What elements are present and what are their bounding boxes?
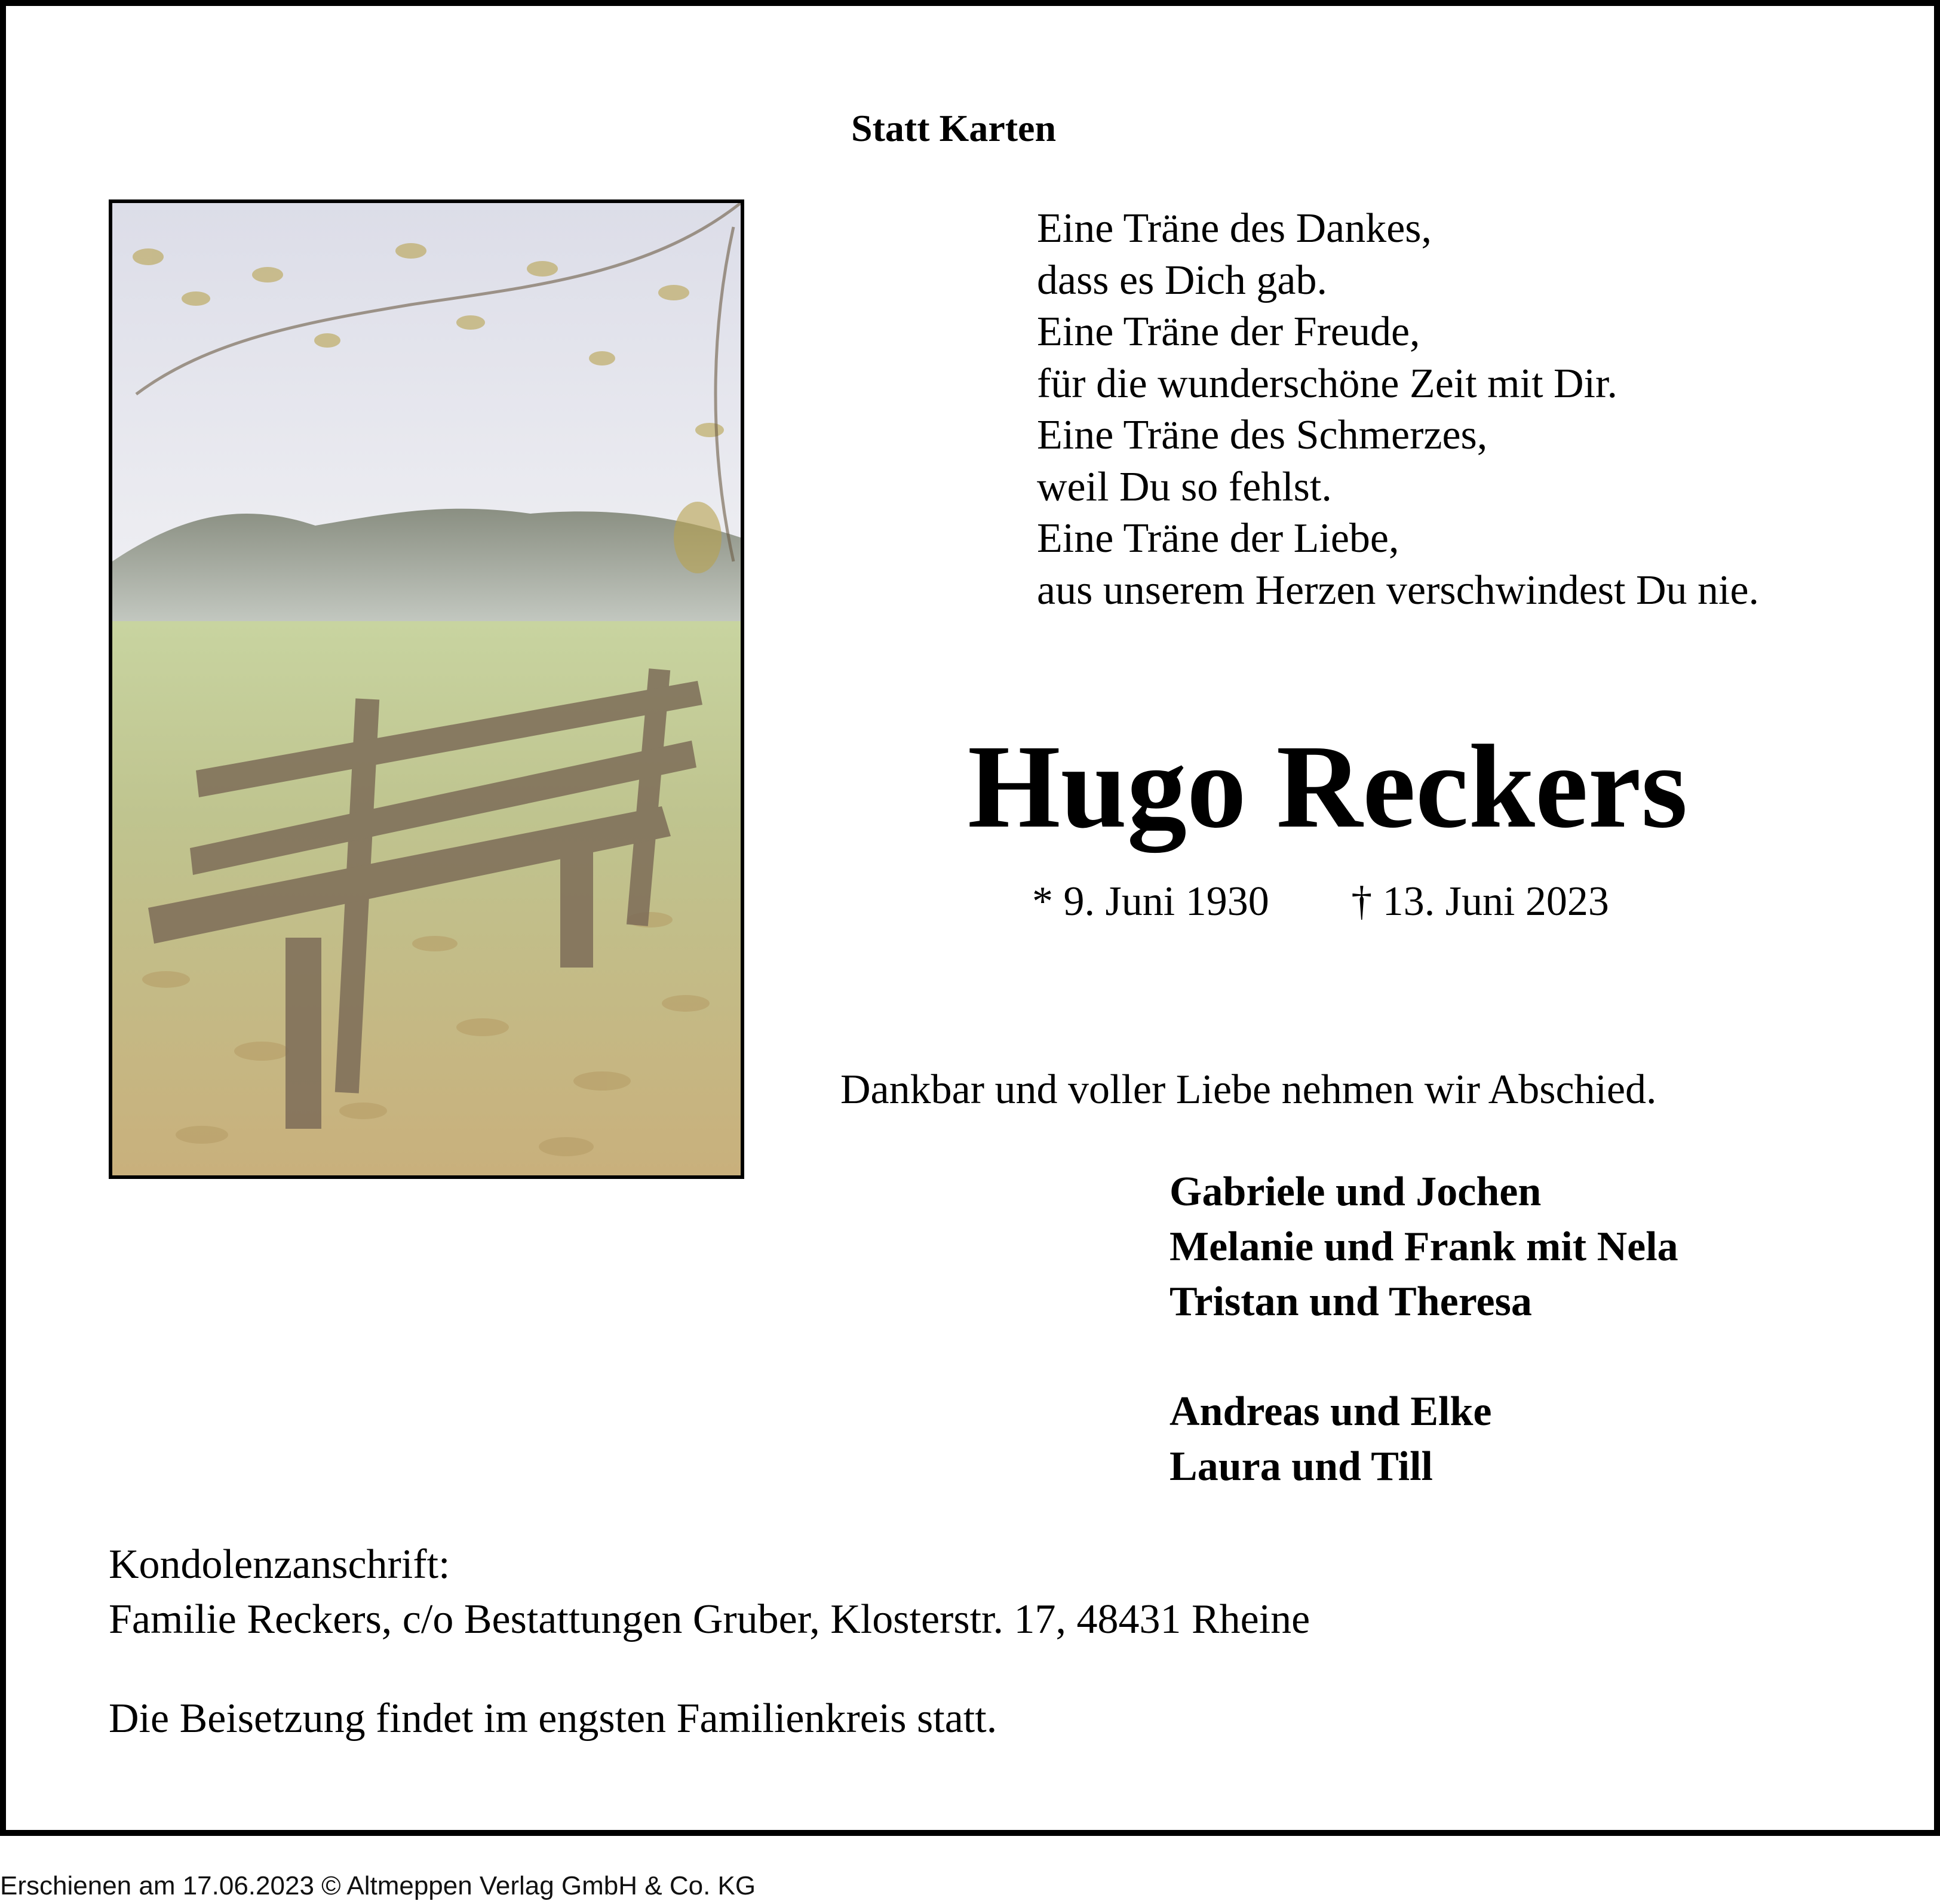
death-date: † 13. Juni 2023 [1351,879,1609,925]
poem [1037,203,1759,616]
poem-line: weil Du so fehlst. [1037,463,1332,510]
poem-line: Eine Träne des Schmerzes, [1037,412,1488,458]
family-group-1 [1169,1165,1678,1329]
family-member-line: Tristan und Theresa [1169,1279,1532,1325]
family-member-line: Andreas und Elke [1169,1389,1492,1435]
condolence-block [109,1537,1310,1647]
condolence-address: Familie Reckers, c/o Bestattungen Gruber, Klosterstr. 17, 48431 Rheine [109,1596,1310,1642]
poem-line: für die wunderschöne Zeit mit Dir. [1037,360,1617,407]
bench-photo-illustration [112,203,741,1175]
life-dates [1032,875,1609,929]
publication-footer: Erschienen am 17.06.2023 © Altmeppen Verlag GmbH & Co. KG [0,1871,756,1900]
notice-heading: Statt Karten [851,107,1057,149]
family-group-2 [1169,1384,1491,1494]
deceased-name: Hugo Reckers [968,721,1688,853]
family-member-line: Melanie und Frank mit Nela [1169,1224,1678,1270]
family-member-line: Gabriele und Jochen [1169,1169,1542,1215]
birth-date: * 9. Juni 1930 [1032,879,1269,925]
poem-line: Eine Träne der Freude, [1037,309,1420,355]
poem-line: Eine Träne des Dankes, [1037,205,1432,251]
poem-line: Eine Träne der Liebe, [1037,515,1399,561]
poem-line: dass es Dich gab. [1037,257,1328,303]
condolence-label: Kondolenzanschrift: [109,1541,450,1587]
poem-line: aus unserem Herzen verschwindest Du nie. [1037,567,1760,613]
burial-note: Die Beisetzung findet im engsten Familienkreis statt. [109,1696,997,1742]
farewell-text: Dankbar und voller Liebe nehmen wir Abschied. [840,1067,1657,1113]
bench-photo [109,199,744,1179]
family-member-line: Laura und Till [1169,1444,1433,1490]
